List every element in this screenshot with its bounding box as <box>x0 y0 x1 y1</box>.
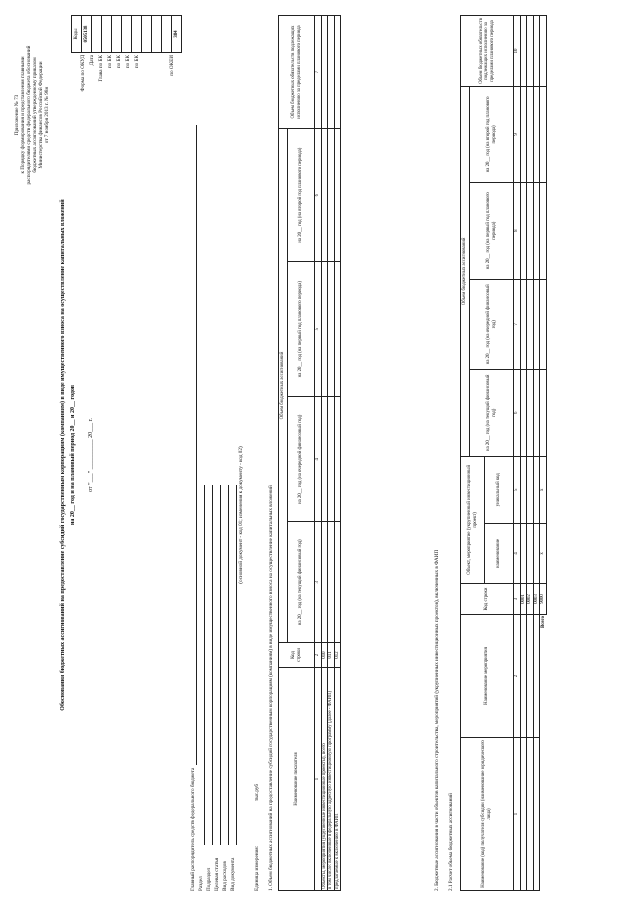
s21-cell[interactable] <box>533 738 540 891</box>
s21-num: 5 <box>514 456 521 523</box>
s21-cell[interactable] <box>533 87 540 183</box>
s21-cell[interactable] <box>520 87 527 183</box>
s21-cell[interactable] <box>540 87 547 183</box>
s1-header-y4: на 20__ год (на второй год планового периода) <box>288 129 315 262</box>
s1-cell[interactable] <box>321 16 328 129</box>
csr-code-label: по БК <box>125 55 131 69</box>
appendix-block <box>14 15 50 215</box>
gr-label: Главный распорядитель средств федерального бюджета <box>190 767 196 891</box>
s1-row-code: 011 <box>328 643 335 668</box>
s21-cell[interactable] <box>527 615 534 738</box>
period-line: на 20__ год и на плановый период 20__ и 20__ годов <box>70 384 76 526</box>
glava-value[interactable] <box>102 16 112 53</box>
s1-cell[interactable] <box>321 129 328 262</box>
s21-header-obj-name: наименование <box>485 523 514 583</box>
s21-header-object: Объект, мероприятие (укрупненный инвестиционный проект) <box>461 456 485 583</box>
s1-header-obligations: Объем бюджетных обязательств подлежащих исполнению за пределами планового периода <box>279 16 315 129</box>
s21-cell[interactable] <box>540 369 547 456</box>
s21-cell[interactable] <box>520 456 527 523</box>
s1-num: 3 <box>315 522 322 643</box>
razdel-code-label: по БК <box>107 55 113 69</box>
s21-cell[interactable] <box>527 87 534 183</box>
s1-header-y2: на 20__ год (на очередной финансовый год) <box>288 397 315 522</box>
s21-header-obligations: Объем бюджетных обязательств подлежащих исполнению за пределами планового периода <box>461 16 514 87</box>
razdel-value[interactable] <box>112 16 122 53</box>
table-row <box>533 16 540 891</box>
s1-cell[interactable] <box>328 262 335 397</box>
s21-cell[interactable] <box>533 16 540 87</box>
table-row-total <box>540 16 547 891</box>
s21-num: 9 <box>514 87 521 183</box>
s21-cell[interactable] <box>540 16 547 87</box>
s21-header-y1: на 20__ год (на текущий финансовый год) <box>470 369 514 456</box>
vr-code-label: по БК <box>134 55 140 69</box>
s21-cell[interactable] <box>520 182 527 279</box>
s21-row-code: 0003 <box>533 584 540 615</box>
section21-table <box>460 15 547 891</box>
s1-header-y1: на 20__ год (на текущий финансовый год) <box>288 522 315 643</box>
s1-cell[interactable] <box>334 129 341 262</box>
appendix-line: Приложение № 73 <box>14 94 20 136</box>
s21-header-y2: на 20__ год (на очередной финансовый год) <box>470 279 514 369</box>
appendix-line: от 7 ноября 2013 г. № 98н <box>44 86 50 144</box>
s1-num: 7 <box>315 16 322 129</box>
s21-num: 4 <box>514 523 521 583</box>
doc-type-note: (основной документ - код 01; изменения к документу - код 02) <box>238 446 244 584</box>
s21-cell[interactable] <box>527 523 534 583</box>
vr-field-line[interactable] <box>228 485 229 845</box>
s1-cell[interactable] <box>321 397 328 522</box>
razdel-field-line[interactable] <box>204 485 205 845</box>
doc-type-field-line[interactable] <box>236 485 237 845</box>
s21-cell[interactable] <box>540 279 547 369</box>
s1-cell[interactable] <box>321 522 328 643</box>
s21-cell[interactable] <box>520 615 527 738</box>
s1-header-code: Код строки <box>279 643 315 668</box>
s1-row-name: в том числе: включенные в федеральную адресную инвестиционную программу (далее - ФАИП) <box>328 668 335 891</box>
s21-header-volume: Объем бюджетных ассигнований <box>461 87 470 457</box>
s1-num: 1 <box>315 668 322 891</box>
s21-cell[interactable] <box>520 738 527 891</box>
date-line: от "___" __________ 20___ г. <box>88 418 94 492</box>
date-value[interactable] <box>92 16 102 53</box>
section1-title: 1. Объем бюджетных ассигнований на предоставление субсидий государственным корпорациям (компаниям) в виде имущественного взноса на осуществление капитальных вложений <box>268 485 274 891</box>
s21-cell[interactable] <box>520 16 527 87</box>
table-row <box>527 16 534 891</box>
table-row <box>520 16 527 891</box>
appendix-line: распорядителями средств федерального бюджета обоснований <box>26 45 32 185</box>
appendix-line: к Порядку формирования и представления главными <box>20 56 26 174</box>
okei-label: по ОКЕИ <box>169 55 175 76</box>
s1-row-name: предлагаемые к включению в ФАИП <box>334 668 341 891</box>
s21-cell[interactable] <box>520 523 527 583</box>
s1-cell[interactable] <box>334 262 341 397</box>
s1-cell[interactable] <box>334 397 341 522</box>
s1-row-code: 010 <box>321 643 328 668</box>
s21-header-y4: на 20__ год (на второй год планового периода) <box>470 87 514 183</box>
section1-table <box>278 15 341 891</box>
podrazdel-field-line[interactable] <box>212 485 213 845</box>
razdel-label: Раздел <box>198 876 204 891</box>
table-row <box>321 16 328 891</box>
podrazdel-label: Подраздел <box>206 867 212 891</box>
s1-cell[interactable] <box>328 522 335 643</box>
podrazdel-value[interactable] <box>122 16 132 53</box>
document-title: Обоснования бюджетных ассигнований на предоставление субсидий государственным корпорациям (компаниям) в виде имущественного взноса на осуществление капитальных вложений <box>60 199 66 711</box>
s21-header-event: Наименование мероприятия <box>461 615 514 738</box>
s21-header-code: Код строки <box>461 584 514 615</box>
section21-title: 2.1 Расчет объема бюджетных ассигнований <box>448 793 454 891</box>
gr-field-line[interactable] <box>196 125 197 765</box>
s1-num: 2 <box>315 643 322 668</box>
csr-field-line[interactable] <box>220 485 221 845</box>
s1-cell[interactable] <box>328 16 335 129</box>
s1-row-code: 012 <box>334 643 341 668</box>
appendix-line: Министерства финансов Российской Федерации <box>38 61 44 169</box>
s1-num: 6 <box>315 129 322 262</box>
s21-num: 1 <box>514 738 521 891</box>
s21-row-code: 0001 <box>520 584 527 615</box>
s21-total-x: x <box>540 523 547 583</box>
vr-label: Вид расходов <box>222 861 228 891</box>
blank-value[interactable] <box>152 16 162 53</box>
glava-label: Глава по БК <box>98 55 104 82</box>
doc-type-label: Вид документа <box>230 857 236 891</box>
s21-header-obj-code: уникальный код <box>485 456 514 523</box>
codes-labels <box>80 55 178 115</box>
blank-value[interactable] <box>162 16 172 53</box>
s21-total-code: 9000 <box>540 584 547 615</box>
s21-cell[interactable] <box>520 279 527 369</box>
s1-header-y3: на 20__ год (на первый год планового периода) <box>288 262 315 397</box>
okud-label: Форма по ОКУД <box>80 55 86 92</box>
s21-total-x: x <box>540 456 547 523</box>
s21-cell[interactable] <box>533 369 540 456</box>
s1-cell[interactable] <box>328 397 335 522</box>
s21-cell[interactable] <box>533 615 540 738</box>
podrazdel-code-label: по БК <box>116 55 122 69</box>
s21-cell[interactable] <box>527 279 534 369</box>
vr-value[interactable] <box>142 16 152 53</box>
fields-block <box>190 751 238 891</box>
s1-cell[interactable] <box>328 129 335 262</box>
s21-cell[interactable] <box>527 16 534 87</box>
unit-label: Единица измерения: <box>254 845 260 891</box>
s21-num: 8 <box>514 182 521 279</box>
s1-num: 4 <box>315 397 322 522</box>
table-row <box>328 16 335 891</box>
s21-header-recipient: Наименование (код) получателя субсидии (наименование юридического лица) <box>461 738 514 891</box>
okud-value: 0505138 <box>82 16 92 53</box>
s21-total-label: Всего <box>540 615 547 891</box>
table-row <box>334 16 341 891</box>
s21-cell[interactable] <box>540 182 547 279</box>
s1-header-name: Наименование показателя <box>279 668 315 891</box>
s21-num: 3 <box>514 584 521 615</box>
csr-value[interactable] <box>132 16 142 53</box>
s21-num: 6 <box>514 369 521 456</box>
s21-header-y3: на 20__ год (на первый год планового периода) <box>470 182 514 279</box>
codes-table <box>71 15 182 53</box>
s21-cell[interactable] <box>527 456 534 523</box>
s21-num: 10 <box>514 16 521 87</box>
s21-cell[interactable] <box>527 738 534 891</box>
section2-title: 2. Бюджетные ассигнования в части объектов капитального строительства, мероприятий (укрупненных инвестиционных проектов), включенных в ФАИП <box>434 549 440 891</box>
okei-value: 384 <box>172 16 182 53</box>
s21-num: 2 <box>514 615 521 738</box>
s1-cell[interactable] <box>334 16 341 129</box>
s21-cell[interactable] <box>533 182 540 279</box>
csr-label: Целевая статья <box>214 857 220 891</box>
s1-header-volume: Объем бюджетных ассигнований <box>279 129 288 643</box>
date-label: Дата <box>89 55 95 66</box>
s1-num: 5 <box>315 262 322 397</box>
s21-cell[interactable] <box>527 369 534 456</box>
s21-cell[interactable] <box>533 523 540 583</box>
codes-header: Коды <box>72 16 82 53</box>
s21-cell[interactable] <box>520 369 527 456</box>
unit-value: тыс.руб <box>254 783 260 801</box>
s21-cell[interactable] <box>533 456 540 523</box>
s21-num: 7 <box>514 279 521 369</box>
s1-cell[interactable] <box>334 522 341 643</box>
appendix-line: бюджетных ассигнований утвержденному приказом <box>32 57 38 173</box>
s1-row-name: Объекты, мероприятия (укрупненные инвестиционные проекты), всего <box>321 668 328 891</box>
s21-cell[interactable] <box>527 182 534 279</box>
s21-cell[interactable] <box>533 279 540 369</box>
s1-cell[interactable] <box>321 262 328 397</box>
s21-row-code: 0002 <box>527 584 534 615</box>
